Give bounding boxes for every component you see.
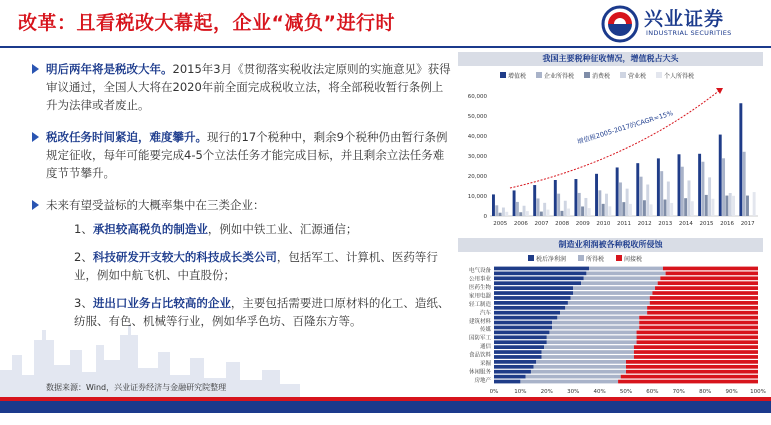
- row-label: 传媒: [479, 327, 491, 334]
- bullet-arrow-icon: [32, 132, 39, 142]
- bar: [581, 206, 584, 216]
- stacked-bar-segment: [494, 365, 534, 369]
- stacked-bar-segment: [560, 311, 647, 315]
- bar: [533, 185, 536, 216]
- stacked-bar-segment: [536, 360, 626, 364]
- x-tick-label: 80%: [699, 389, 712, 395]
- logo-english-name: INDUSTRIAL SECURITIES: [646, 29, 732, 37]
- stacked-bar-segment: [494, 296, 571, 300]
- stacked-bar-segment: [552, 326, 639, 330]
- trend-arrow-head-icon: [716, 88, 723, 94]
- bar: [499, 213, 502, 216]
- cagr-annotation: 增值税2005-2017的CAGR=15%: [576, 109, 674, 146]
- stacked-bar-segment: [650, 301, 758, 305]
- y-tick-label: 30,000: [467, 154, 487, 160]
- manufacturing-tax-share-chart: [458, 252, 766, 396]
- row-label: 通信: [479, 344, 491, 351]
- stacked-bar-segment: [494, 375, 526, 379]
- stacked-bar-segment: [542, 350, 634, 354]
- bar: [732, 196, 735, 216]
- stacked-bar-segment: [586, 272, 665, 276]
- bullet-arrow-icon: [32, 64, 39, 74]
- legend-swatch: [536, 72, 542, 78]
- stacked-bar-segment: [494, 316, 557, 320]
- stacked-bar-segment: [494, 281, 581, 285]
- x-tick-label: 2012: [637, 221, 652, 227]
- stacked-bar-segment: [666, 272, 758, 276]
- stacked-bar-segment: [494, 291, 573, 295]
- bar: [605, 194, 608, 216]
- stacked-bar-segment: [526, 375, 621, 379]
- x-tick-label: 2016: [720, 221, 735, 227]
- row-label: 轻工制造: [468, 301, 491, 308]
- legend-swatch: [500, 72, 506, 78]
- chart1-title: 我国主要税种征收情况，增值税占大头: [458, 52, 763, 66]
- legend-swatch: [584, 72, 590, 78]
- bar: [595, 174, 598, 216]
- stacked-bar-segment: [494, 321, 552, 325]
- stacked-bar-segment: [531, 370, 626, 374]
- stacked-bar-segment: [494, 326, 552, 330]
- bar: [574, 179, 577, 216]
- bar: [705, 195, 708, 216]
- stacked-bar-segment: [534, 365, 626, 369]
- row-label: 家用电器: [468, 293, 491, 300]
- bar: [667, 182, 670, 216]
- x-tick-label: 2015: [699, 221, 714, 227]
- legend-label: 个人所得税: [664, 73, 695, 80]
- bar: [492, 194, 495, 216]
- x-tick-label: 30%: [567, 389, 580, 395]
- list-item-2: [46, 248, 454, 284]
- bar: [526, 211, 529, 216]
- legend-label: 税后净利润: [536, 256, 567, 263]
- paragraph-1-heading: 明后两年将是税改大年。: [46, 62, 173, 76]
- x-tick-label: 2014: [678, 221, 693, 227]
- stacked-bar-segment: [584, 276, 661, 280]
- stacked-bar-segment: [621, 375, 758, 379]
- stacked-bar-segment: [650, 296, 758, 300]
- stacked-bar-segment: [639, 326, 758, 330]
- y-tick-label: 50,000: [467, 114, 487, 120]
- bar: [554, 180, 557, 216]
- legend-label: 营业税: [628, 73, 647, 80]
- bar: [598, 190, 601, 216]
- x-tick-label: 2008: [555, 221, 570, 227]
- y-tick-label: 40,000: [467, 134, 487, 140]
- bullet-arrow-icon: [32, 200, 39, 210]
- stacked-bar-segment: [655, 286, 758, 290]
- legend-label: 间接税: [624, 256, 643, 263]
- bar: [602, 204, 605, 216]
- row-label: 食品饮料: [468, 352, 491, 359]
- stacked-bar-segment: [618, 380, 758, 384]
- main-text: [46, 60, 454, 344]
- stacked-bar-segment: [637, 340, 758, 344]
- bar: [743, 152, 746, 216]
- stacked-bar-segment: [639, 321, 758, 325]
- stacked-bar-segment: [626, 360, 758, 364]
- stacked-bar-segment: [494, 335, 547, 339]
- bar: [664, 200, 667, 216]
- header-divider: [0, 46, 771, 48]
- row-label: 采掘: [479, 360, 491, 367]
- bar: [708, 177, 711, 216]
- stacked-bar-segment: [494, 301, 568, 305]
- stacked-bar-segment: [494, 360, 536, 364]
- bar: [564, 201, 567, 216]
- stacked-bar-segment: [547, 335, 637, 339]
- stacked-bar-segment: [494, 267, 589, 271]
- stacked-bar-segment: [557, 316, 639, 320]
- legend-swatch: [528, 255, 534, 261]
- list-item-1: [46, 220, 454, 238]
- stacked-bar-segment: [494, 370, 531, 374]
- x-tick-label: 2010: [596, 221, 611, 227]
- x-tick-label: 90%: [725, 389, 738, 395]
- list-item-3-body: ，主要包括需要进口原材料的化工、造纸、纺服、有色、机械等行业，例如华孚色坊、百隆东方等。: [74, 296, 450, 328]
- x-tick-label: 20%: [540, 389, 553, 395]
- bar: [616, 167, 619, 216]
- bar: [753, 192, 756, 216]
- bar: [678, 154, 681, 216]
- x-tick-label: 10%: [514, 389, 527, 395]
- stacked-bar-segment: [652, 291, 758, 295]
- bar: [588, 208, 591, 216]
- bar: [519, 212, 522, 216]
- bar: [640, 177, 643, 216]
- bar: [567, 209, 570, 216]
- list-item-3-number: 3、: [74, 296, 93, 310]
- stacked-bar-segment: [494, 286, 573, 290]
- bar: [643, 200, 646, 216]
- slide-title: 改革：且看税改大幕起，企业“减负”进行时: [18, 12, 395, 34]
- y-tick-label: 20,000: [467, 174, 487, 180]
- stacked-bar-segment: [547, 340, 637, 344]
- legend-swatch: [616, 255, 622, 261]
- stacked-bar-segment: [571, 296, 650, 300]
- row-label: 休闲服务: [468, 369, 491, 376]
- bar: [629, 204, 632, 216]
- bar: [622, 202, 625, 216]
- stacked-bar-segment: [494, 311, 560, 315]
- row-label: 公用事业: [468, 276, 491, 283]
- bar: [670, 203, 673, 216]
- stacked-bar-segment: [639, 316, 758, 320]
- bar: [746, 196, 749, 216]
- bar: [537, 198, 540, 216]
- bar: [560, 211, 563, 216]
- stacked-bar-segment: [647, 311, 758, 315]
- x-tick-label: 40%: [593, 389, 606, 395]
- stacked-bar-segment: [573, 286, 655, 290]
- bar: [557, 194, 560, 216]
- bar: [543, 203, 546, 216]
- stacked-bar-segment: [637, 331, 758, 335]
- bar: [523, 206, 526, 216]
- stacked-bar-segment: [660, 276, 758, 280]
- bar: [626, 189, 629, 216]
- list-item-3: [46, 294, 454, 330]
- footer-blue-stripe: [0, 401, 771, 413]
- y-tick-label: 10,000: [467, 194, 487, 200]
- x-tick-label: 70%: [672, 389, 685, 395]
- legend-swatch: [578, 255, 584, 261]
- stacked-bar-segment: [658, 281, 758, 285]
- stacked-bar-segment: [542, 355, 634, 359]
- stacked-bar-segment: [494, 345, 544, 349]
- legend-label: 增值税: [508, 73, 527, 80]
- bar: [578, 193, 581, 216]
- stacked-bar-segment: [520, 380, 618, 384]
- bar: [513, 190, 516, 216]
- stacked-bar-segment: [589, 267, 663, 271]
- bar: [701, 162, 704, 216]
- bar: [619, 182, 622, 216]
- bar: [684, 198, 687, 216]
- bar: [657, 158, 660, 216]
- trend-arrow: [510, 90, 720, 188]
- logo-emblem-icon: [600, 4, 640, 44]
- x-tick-label: 100%: [750, 389, 766, 395]
- company-logo: [600, 4, 765, 44]
- paragraph-3: [46, 196, 454, 214]
- y-tick-label: 60,000: [467, 94, 487, 100]
- footer-bottom-strip: [0, 413, 771, 425]
- bar: [719, 135, 722, 216]
- bar: [729, 193, 732, 216]
- bar: [739, 103, 742, 216]
- list-item-2-heading: 科技研发开支较大的科技成长类公司: [92, 250, 277, 264]
- stacked-bar-segment: [573, 291, 652, 295]
- row-label: 电气设备: [468, 268, 491, 275]
- stacked-bar-segment: [494, 380, 520, 384]
- bar: [636, 163, 639, 216]
- stacked-bar-segment: [581, 281, 658, 285]
- chart2-title: 制造业利润被各种税收所侵蚀: [458, 238, 763, 252]
- stacked-bar-segment: [626, 370, 758, 374]
- legend-label: 所得税: [586, 256, 605, 263]
- stacked-bar-segment: [626, 365, 758, 369]
- bar: [660, 171, 663, 216]
- x-tick-label: 0%: [489, 389, 499, 395]
- bar: [646, 185, 649, 216]
- stacked-bar-segment: [494, 340, 547, 344]
- stacked-bar-segment: [552, 321, 639, 325]
- logo-chinese-name: 兴业证券: [644, 8, 725, 30]
- bar: [516, 202, 519, 216]
- stacked-bar-segment: [494, 306, 565, 310]
- stacked-bar-segment: [634, 355, 758, 359]
- x-tick-label: 2017: [740, 221, 755, 227]
- bar: [547, 210, 550, 216]
- paragraph-1: [46, 60, 454, 114]
- stacked-bar-segment: [494, 276, 584, 280]
- x-tick-label: 2011: [617, 221, 631, 227]
- bar: [691, 201, 694, 216]
- bar: [722, 158, 725, 216]
- stacked-bar-segment: [549, 331, 636, 335]
- row-label: 医药生物: [468, 285, 491, 292]
- y-tick-label: 0: [483, 214, 487, 220]
- x-tick-label: 2013: [658, 221, 673, 227]
- stacked-bar-segment: [637, 335, 758, 339]
- list-item-3-heading: 进出口业务占比较高的企业: [92, 296, 231, 310]
- bar: [725, 196, 728, 216]
- bar: [505, 212, 508, 216]
- list-item-1-body: ，例如中铁工业、汇源通信；: [207, 222, 358, 236]
- bar: [584, 198, 587, 216]
- stacked-bar-segment: [494, 355, 542, 359]
- bar: [698, 154, 701, 216]
- legend-label: 企业所得税: [544, 73, 575, 80]
- legend-label: 消费税: [592, 73, 611, 80]
- x-tick-label: 2006: [513, 221, 528, 227]
- row-label: 房地产: [474, 377, 491, 384]
- paragraph-2-body: 现行的17个税种中，剩余9个税种仍由暂行条例规定征收，每年可能要完成4-5个立法任务才能完成目标，并且剩余立法任务难度节节攀升。: [46, 130, 448, 180]
- list-item-2-body: ，包括军工、计算机、医药等行业，例如中航飞机、中直股份；: [74, 250, 438, 282]
- row-label: 国防军工: [468, 335, 491, 342]
- bar: [688, 180, 691, 216]
- x-tick-label: 2005: [493, 221, 508, 227]
- stacked-bar-segment: [544, 345, 634, 349]
- bar: [608, 206, 611, 216]
- row-label: 汽车: [479, 310, 491, 317]
- bar: [681, 167, 684, 216]
- x-tick-label: 60%: [646, 389, 659, 395]
- stacked-bar-segment: [565, 306, 647, 310]
- data-source-note: 数据来源：Wind，兴业证券经济与金融研究院整理: [46, 383, 227, 392]
- stacked-bar-segment: [647, 306, 758, 310]
- bar: [650, 204, 653, 216]
- bar: [540, 212, 543, 216]
- paragraph-2: [46, 128, 454, 182]
- bar: [711, 199, 714, 216]
- x-tick-label: 50%: [619, 389, 633, 395]
- legend-swatch: [656, 72, 662, 78]
- stacked-bar-segment: [494, 272, 586, 276]
- bar: [495, 205, 498, 216]
- stacked-bar-segment: [634, 345, 758, 349]
- x-tick-label: 2007: [534, 221, 549, 227]
- paragraph-2-heading: 税改任务时间紧迫，难度攀升。: [46, 130, 207, 144]
- paragraph-3-body: 未来有望受益标的大概率集中在三类企业：: [46, 198, 265, 212]
- paragraph-1-body: 2015年3月《贯彻落实税收法定原则的实施意见》获得审议通过，全国人大将在2020年前全面完成税收立法，将全部税收暂行条例上升为法律或者废止。: [46, 62, 451, 112]
- x-tick-label: 2009: [575, 221, 590, 227]
- tax-revenue-bar-chart: [458, 66, 763, 232]
- legend-swatch: [620, 72, 626, 78]
- list-item-2-number: 2、: [74, 250, 93, 264]
- stacked-bar-segment: [568, 301, 650, 305]
- stacked-bar-segment: [663, 267, 758, 271]
- row-label: 建筑材料: [468, 318, 491, 325]
- stacked-bar-segment: [494, 350, 542, 354]
- list-item-1-heading: 承担较高税负的制造业: [92, 222, 208, 236]
- stacked-bar-segment: [494, 331, 549, 335]
- bar: [502, 208, 505, 216]
- stacked-bar-segment: [634, 350, 758, 354]
- list-item-1-number: 1、: [74, 222, 93, 236]
